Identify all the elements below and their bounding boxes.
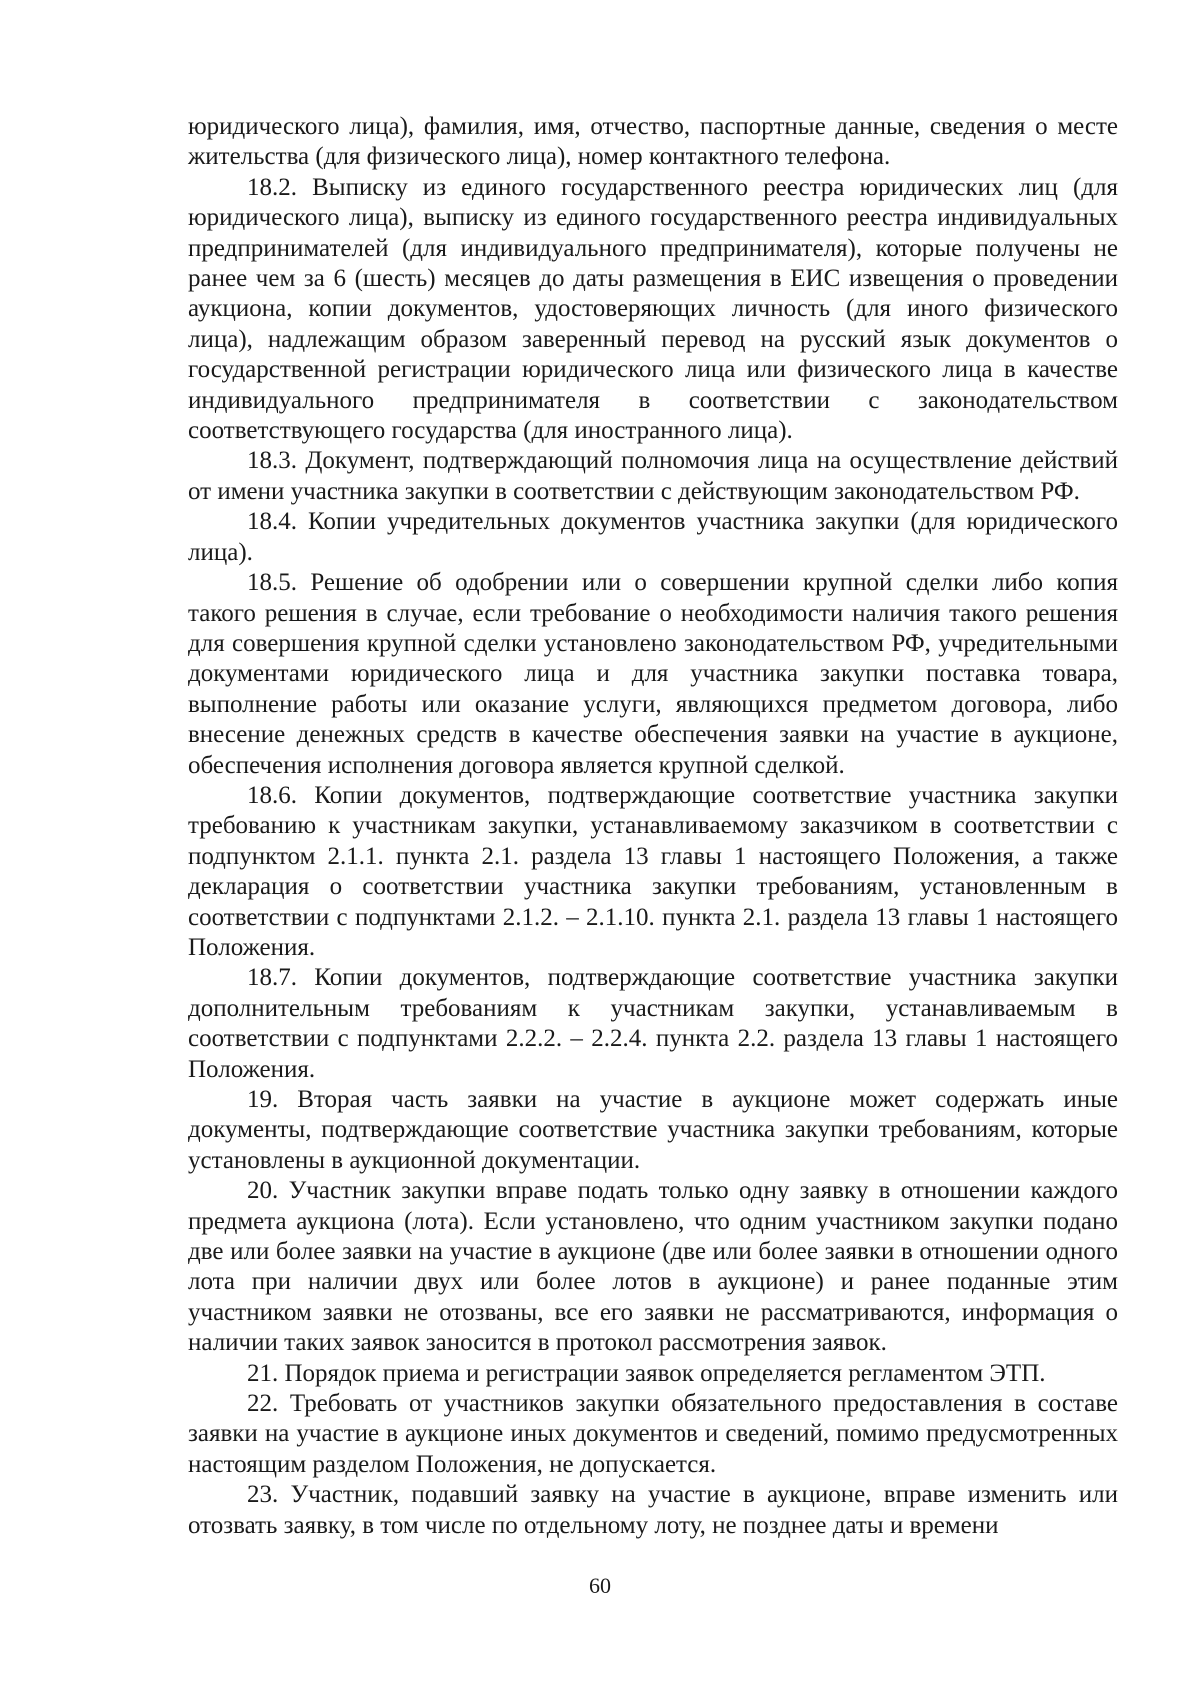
paragraph-18-2: 18.2. Выписку из единого государственного реестра юридических лиц (для юридического лица), выписку из единого государственного реестра индивидуальных предпринимателей (для индивидуального предпринимателя), которые получены не ранее чем за 6 (шесть) месяцев до даты размещения в ЕИС извещения о проведении аукциона, копии документов, удостоверяющих личность (для иного физического лица), надлежащим образом заверенный перевод на русский язык документов о государственной регистрации юридического лица или физического лица в качестве индивидуального предпринимателя в соответствии с законодательством соответствующего государства (для иностранного лица). <box>188 173 1118 445</box>
paragraph-21: 21. Порядок приема и регистрации заявок определяется регламентом ЭТП. <box>247 1359 1046 1387</box>
paragraph-18-6: 18.6. Копии документов, подтверждающие соответствие участника закупки требованию к участникам закупки, устанавливаемому заказчиком в соответствии с подпунктом 2.1.1. пункта 2.1. раздела 13 главы 1 настоящего Положения, а также декларация о соответствии участника закупки требованиям, установленным в соответствии с подпунктами 2.1.2. – 2.1.10. пункта 2.1. раздела 13 главы 1 настоящего Положения. <box>188 781 1118 961</box>
paragraph-18-3: 18.3. Документ, подтверждающий полномочия лица на осуществление действий от имени участника закупки в соответствии с действующим законодательством РФ. <box>188 447 1118 505</box>
paragraph-18-5: 18.5. Решение об одобрении или о совершении крупной сделки либо копия такого решения в случае, если требование о необходимости наличия такого решения для совершения крупной сделки установлено законодательством РФ, учредительными документами юридического лица и для участника закупки поставка товара, выполнение работы или оказание услуги, являющихся предметом договора, либо внесение денежных средств в качестве обеспечения заявки на участие в аукционе, обеспечения исполнения договора является крупной сделкой. <box>188 569 1118 779</box>
paragraph-22: 22. Требовать от участников закупки обязательного предоставления в составе заявки на участие в аукционе иных документов и сведений, помимо предусмотренных настоящим разделом Положения, не допускается. <box>188 1390 1118 1478</box>
paragraph-continuation: юридического лица), фамилия, имя, отчество, паспортные данные, сведения о месте жительства (для физического лица), номер контактного телефона. <box>188 113 1118 171</box>
paragraph-18-4: 18.4. Копии учредительных документов участника закупки (для юридического лица). <box>188 508 1118 566</box>
page-number: 60 <box>589 1573 611 1598</box>
paragraph-23: 23. Участник, подавший заявку на участие в аукционе, вправе изменить или отозвать заявку, в том числе по отдельному лоту, не позднее даты и времени <box>188 1481 1118 1539</box>
paragraph-19: 19. Вторая часть заявки на участие в аукционе может содержать иные документы, подтверждающие соответствие участника закупки требованиям, которые установлены в аукционной документации. <box>188 1086 1118 1174</box>
paragraph-18-7: 18.7. Копии документов, подтверждающие соответствие участника закупки дополнительным требованиям к участникам закупки, устанавливаемым в соответствии с подпунктами 2.2.2. – 2.2.4. пункта 2.2. раздела 13 главы 1 настоящего Положения. <box>188 964 1118 1083</box>
body-text <box>188 112 1118 1541</box>
paragraph-20: 20. Участник закупки вправе подать только одну заявку в отношении каждого предмета аукциона (лота). Если установлено, что одним участником закупки подано две или более заявки на участие в аукционе (две или более заявки в отношении одного лота при наличии двух или более лотов в аукционе) и ранее поданные этим участником заявки не отозваны, все его заявки не рассматриваются, информация о наличии таких заявок заносится в протокол рассмотрения заявок. <box>188 1177 1118 1357</box>
